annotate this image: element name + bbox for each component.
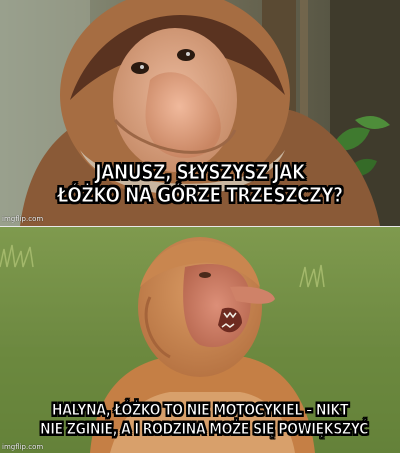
bottom-caption <box>40 400 368 438</box>
top-caption-line-1: JANUSZ, SŁYSZYSZ JAK <box>95 160 305 184</box>
bottom-panel <box>0 227 400 453</box>
top-panel <box>0 0 400 226</box>
top-caption-line-2: ŁÓŻKO NA GÓRZE TRZESZCZY? <box>57 183 343 207</box>
bottom-watermark: imgflip.com <box>2 443 44 451</box>
bottom-caption-line-2: NIE ZGINIE, A I RODZINA MOŻE SIĘ POWIĘKSZYĆ <box>40 419 368 438</box>
bottom-caption-line-1: HALYNA, ŁÓŻKO TO NIE MOTOCYKIEL – NIKT <box>51 400 349 419</box>
top-watermark: imgflip.com <box>2 215 44 223</box>
top-caption <box>28 161 372 207</box>
